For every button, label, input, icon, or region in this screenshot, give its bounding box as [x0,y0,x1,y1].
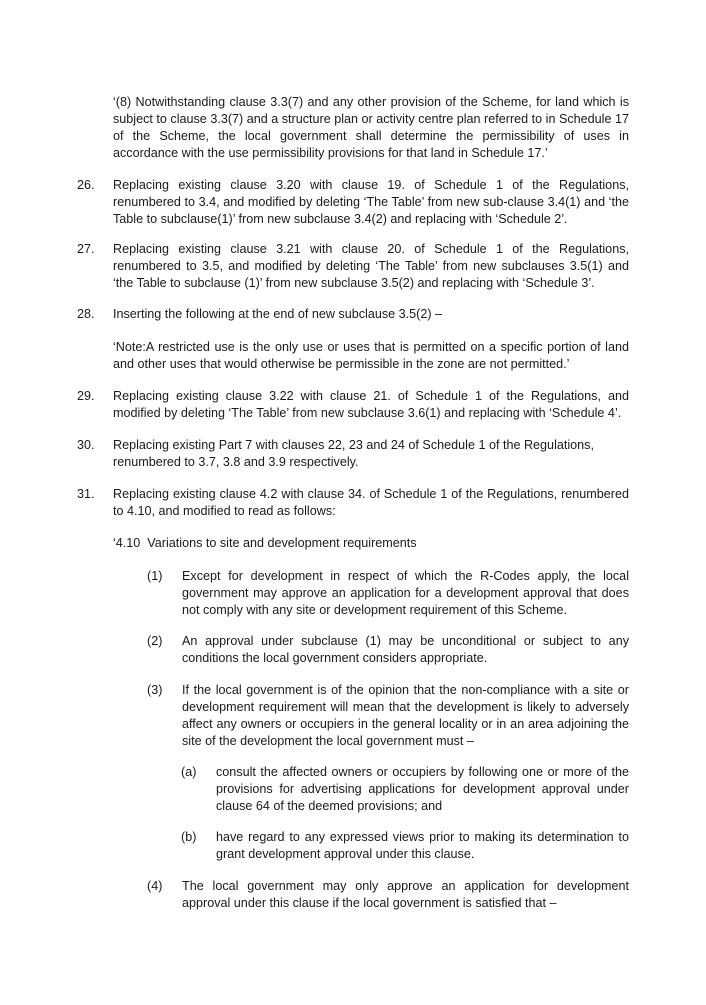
paragraph-label-b: (b) [181,830,197,844]
paragraph-label-a: (a) [181,765,197,779]
intro-quote: ‘(8) Notwithstanding clause 3.3(7) and any other provision of the Scheme, for land which is subject to clause 3.3(7) and a structure plan or activity centre plan referred to in Schedule 17 of the Scheme, the local government shall determine the permissibility of uses in accordance with the use permissibility provisions for that land in Schedule 17.’ [113,95,629,160]
paragraph-text-a: consult the affected owners or occupiers by following one or more of the provisions for advertising applications for development approval under clause 64 of the deemed provisions; and [216,765,629,813]
subclause-text-1: Except for development in respect of which the R-Codes apply, the local government may approve an application for a development approval that does not comply with any site or development requirement of this Scheme. [182,569,629,617]
item-text-27: Replacing existing clause 3.21 with clause 20. of Schedule 1 of the Regulations, renumbered to 3.5, and modified by deleting ‘The Table’ from new subclauses 3.5(1) and ‘the Table to subclause (1)’ from new subclause 3.5(2) and replacing with ‘Schedule 3’. [113,242,629,290]
item-text-26: Replacing existing clause 3.20 with clause 19. of Schedule 1 of the Regulations, renumbered to 3.4, and modified by deleting ‘The Table’ from new sub-clause 3.4(1) and ‘the Table to subclause(1)’ from new subclause 3.4(2) and replacing with ‘Schedule 2’. [113,178,629,226]
item-text-29: Replacing existing clause 3.22 with clause 21. of Schedule 1 of the Regulations, and modified by deleting ‘The Table’ from new subclause 3.6(1) and replacing with ‘Schedule 4’. [113,389,629,420]
item-number-29: 29. [77,389,95,403]
item-number-27: 27. [77,242,95,256]
subclause-text-4: The local government may only approve an application for development approval under this clause if the local government is satisfied that – [182,879,629,910]
restricted-use-note: ‘Note:A restricted use is the only use or uses that is permitted on a specific portion of land and other uses that would otherwise be permissible in the zone are not permitted.’ [113,340,629,371]
item-number-30: 30. [77,438,95,452]
subclause-label-3: (3) [147,683,163,697]
paragraph-text-b: have regard to any expressed views prior to making its determination to grant development approval under this clause. [216,830,629,861]
subclause-text-3: If the local government is of the opinion that the non-compliance with a site or development requirement will mean that the development is likely to adversely affect any owners or occupiers in the general locality or in an area adjoining the site of the development the local government must – [182,683,629,748]
subclause-label-2: (2) [147,634,163,648]
item-number-28: 28. [77,307,95,321]
item-text-31: Replacing existing clause 4.2 with clause 34. of Schedule 1 of the Regulations, renumbered to 4.10, and modified to read as follows: [113,487,629,518]
subclause-label-1: (1) [147,569,163,583]
item-number-31: 31. [77,487,95,501]
item-text-28: Inserting the following at the end of new subclause 3.5(2) – [113,307,443,321]
item-number-26: 26. [77,178,95,192]
subclause-label-4: (4) [147,879,163,893]
clause-heading: ‘4.10 Variations to site and development requirements [113,536,417,550]
item-text-30: Replacing existing Part 7 with clauses 22, 23 and 24 of Schedule 1 of the Regulations, renumbered to 3.7, 3.8 and 3.9 respectively. [113,438,594,469]
subclause-text-2: An approval under subclause (1) may be unconditional or subject to any conditions the local government considers appropriate. [182,634,629,665]
